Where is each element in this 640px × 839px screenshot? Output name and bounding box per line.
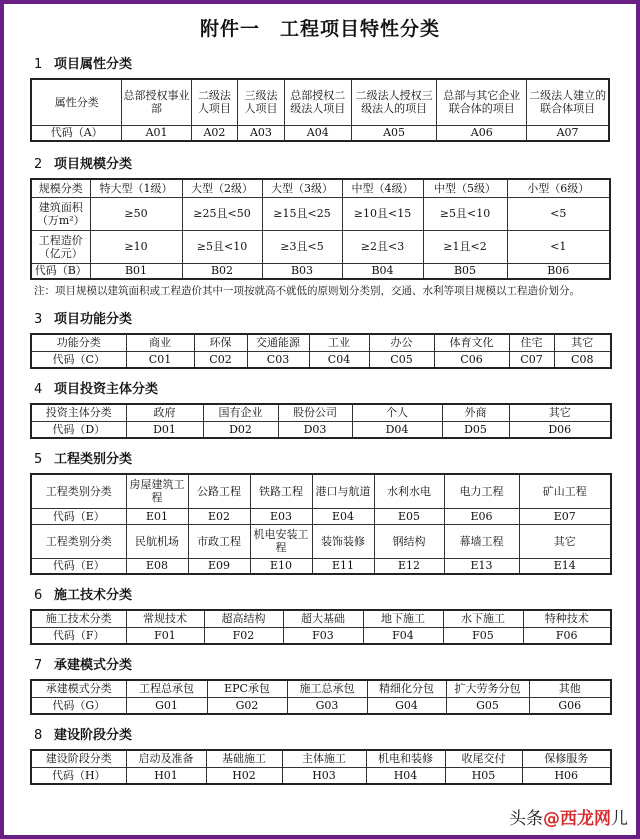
table-cell: 民航机场 <box>126 524 188 558</box>
section-title: 施工技术分类 <box>54 588 133 603</box>
row-header-cell: 规模分类 <box>31 179 90 197</box>
table-cell: E14 <box>519 558 611 574</box>
table-cell: 水下施工 <box>443 610 523 627</box>
section-number: 6 <box>34 588 43 603</box>
section-number: 1 <box>34 57 43 72</box>
row-header-cell: 施工技术分类 <box>31 610 126 627</box>
table-cell: G01 <box>126 697 207 714</box>
table-cell: E02 <box>188 508 250 524</box>
table-row <box>31 125 609 141</box>
section-number: 3 <box>34 312 43 327</box>
table-cell: 钢结构 <box>374 524 444 558</box>
table-cell: 商业 <box>126 334 194 351</box>
row-header-cell: 代码（D） <box>31 421 126 438</box>
table-row <box>31 558 611 574</box>
table-cell: E08 <box>126 558 188 574</box>
table-cell: ≥5且<10 <box>423 197 507 230</box>
section-heading <box>34 156 636 174</box>
table-cell: H04 <box>366 767 445 784</box>
table-cell: H05 <box>445 767 522 784</box>
table-cell: 特大型（1级） <box>90 179 182 197</box>
table-cell: 启动及准备 <box>126 750 206 767</box>
table-cell: D03 <box>278 421 352 438</box>
table-cell: 常规技术 <box>126 610 204 627</box>
table-cell: 总部与其它企业联合体的项目 <box>437 79 527 125</box>
table-cell: C01 <box>126 351 194 368</box>
table-cell: 特种技术 <box>523 610 611 627</box>
row-header-cell: 代码（H） <box>31 767 126 784</box>
table-cell: ≥3且<5 <box>262 230 342 263</box>
table-cell: 三级法人项目 <box>238 79 285 125</box>
watermark <box>507 804 630 829</box>
table-cell: G03 <box>287 697 367 714</box>
table-cell: D06 <box>509 421 611 438</box>
table-cell: A01 <box>122 125 191 141</box>
section-number: 7 <box>34 658 43 673</box>
table-cell: 保修服务 <box>522 750 611 767</box>
table-row <box>31 750 611 767</box>
table-cell: ≥1且<2 <box>423 230 507 263</box>
table-cell: E06 <box>444 508 519 524</box>
table-row <box>31 230 610 263</box>
section-heading <box>34 451 636 469</box>
table-cell: 外商 <box>442 404 509 421</box>
table-cell: C07 <box>509 351 554 368</box>
classification-table <box>30 78 610 142</box>
table-cell: 地下施工 <box>363 610 443 627</box>
table-cell: 二级法人授权三级法人的项目 <box>351 79 437 125</box>
table-cell: A07 <box>527 125 609 141</box>
table-cell: B06 <box>507 263 610 279</box>
table-cell: 公路工程 <box>188 474 250 508</box>
table-cell: B02 <box>182 263 262 279</box>
table-cell: 政府 <box>126 404 203 421</box>
table-cell: 其它 <box>554 334 611 351</box>
table-row <box>31 179 610 197</box>
row-header-cell: 代码（A） <box>31 125 122 141</box>
table-cell: 住宅 <box>509 334 554 351</box>
table-row <box>31 334 611 351</box>
section-title: 承建模式分类 <box>54 658 133 673</box>
table-cell: G05 <box>446 697 529 714</box>
table-row <box>31 197 610 230</box>
table-cell: 个人 <box>352 404 442 421</box>
table-cell: F02 <box>204 627 283 644</box>
table-cell: 总部授权事业部 <box>122 79 191 125</box>
classification-table <box>30 333 612 369</box>
table-row <box>31 610 611 627</box>
table-cell: ≥10 <box>90 230 182 263</box>
table-cell: 铁路工程 <box>250 474 312 508</box>
table-cell: 其他 <box>529 680 611 697</box>
row-header-cell: 投资主体分类 <box>31 404 126 421</box>
table-row <box>31 508 611 524</box>
table-cell: 施工总承包 <box>287 680 367 697</box>
table-row <box>31 263 610 279</box>
table-cell: E11 <box>312 558 374 574</box>
table-cell: 大型（3级） <box>262 179 342 197</box>
table-cell: 环保 <box>194 334 247 351</box>
table-cell: 其它 <box>519 524 611 558</box>
table-row <box>31 767 611 784</box>
section-heading <box>34 727 636 745</box>
table-cell: F04 <box>363 627 443 644</box>
table-cell: D04 <box>352 421 442 438</box>
table-cell: E04 <box>312 508 374 524</box>
table-cell: 工业 <box>309 334 369 351</box>
table-cell: 机电安装工程 <box>250 524 312 558</box>
classification-table <box>30 609 612 645</box>
table-cell: E13 <box>444 558 519 574</box>
row-header-cell: 工程造价（亿元） <box>31 230 90 263</box>
table-cell: 精细化分包 <box>367 680 446 697</box>
table-row <box>31 351 611 368</box>
table-cell: 其它 <box>509 404 611 421</box>
section-title: 项目规模分类 <box>54 157 133 172</box>
classification-table <box>30 473 612 575</box>
table-row <box>31 404 611 421</box>
table-cell: D01 <box>126 421 203 438</box>
document-page <box>4 4 636 835</box>
table-cell: E09 <box>188 558 250 574</box>
table-cell: C05 <box>369 351 434 368</box>
table-cell: 大型（2级） <box>182 179 262 197</box>
table-cell: B01 <box>90 263 182 279</box>
row-header-cell: 代码（E） <box>31 508 126 524</box>
row-header-cell: 代码（B） <box>31 263 90 279</box>
table-row <box>31 697 611 714</box>
section-number: 2 <box>34 157 43 172</box>
table-cell: B03 <box>262 263 342 279</box>
table-cell: H01 <box>126 767 206 784</box>
table-cell: <5 <box>507 197 610 230</box>
table-row <box>31 627 611 644</box>
table-cell: ≥50 <box>90 197 182 230</box>
row-header-cell: 建筑面积（万m²） <box>31 197 90 230</box>
section-heading <box>34 311 636 329</box>
table-cell: A06 <box>437 125 527 141</box>
table-row <box>31 524 611 558</box>
table-cell: ≥25且<50 <box>182 197 262 230</box>
classification-table <box>30 749 612 785</box>
table-cell: F06 <box>523 627 611 644</box>
table-cell: 总部授权二级法人项目 <box>284 79 351 125</box>
table-cell: B04 <box>342 263 423 279</box>
table-cell: 基础施工 <box>206 750 282 767</box>
classification-table <box>30 679 612 715</box>
table-cell: 交通能源 <box>247 334 309 351</box>
table-cell: 扩大劳务分包 <box>446 680 529 697</box>
table-cell: 机电和装修 <box>366 750 445 767</box>
table-cell: A04 <box>284 125 351 141</box>
table-cell: E03 <box>250 508 312 524</box>
table-cell: 港口与航道 <box>312 474 374 508</box>
table-cell: 二级法人建立的联合体项目 <box>527 79 609 125</box>
table-cell: F01 <box>126 627 204 644</box>
section-heading <box>34 56 636 74</box>
section-number: 5 <box>34 452 43 467</box>
table-cell: C06 <box>434 351 509 368</box>
table-cell: 房屋建筑工程 <box>126 474 188 508</box>
table-cell: ≥2且<3 <box>342 230 423 263</box>
table-row <box>31 680 611 697</box>
row-header-cell: 建设阶段分类 <box>31 750 126 767</box>
classification-table <box>30 403 612 439</box>
table-cell: G06 <box>529 697 611 714</box>
table-row <box>31 421 611 438</box>
table-cell: H02 <box>206 767 282 784</box>
section-heading <box>34 381 636 399</box>
table-cell: 超大基础 <box>283 610 363 627</box>
table-cell: 市政工程 <box>188 524 250 558</box>
table-cell: D05 <box>442 421 509 438</box>
section-heading <box>34 587 636 605</box>
row-header-cell: 功能分类 <box>31 334 126 351</box>
table-cell: 幕墙工程 <box>444 524 519 558</box>
table-cell: <1 <box>507 230 610 263</box>
table-cell: 工程总承包 <box>126 680 207 697</box>
section-heading <box>34 657 636 675</box>
table-cell: ≥5且<10 <box>182 230 262 263</box>
row-header-cell: 代码（E） <box>31 558 126 574</box>
table-cell: 中型（4级） <box>342 179 423 197</box>
table-cell: 小型（6级） <box>507 179 610 197</box>
table-cell: C03 <box>247 351 309 368</box>
table-cell: 体育文化 <box>434 334 509 351</box>
row-header-cell: 代码（F） <box>31 627 126 644</box>
table-cell: 股份公司 <box>278 404 352 421</box>
row-header-cell: 承建模式分类 <box>31 680 126 697</box>
table-cell: 中型（5级） <box>423 179 507 197</box>
table-cell: 主体施工 <box>282 750 366 767</box>
table-note: 注：项目规模以建筑面积或工程造价其中一项按就高不就低的原则划分类别，交通、水利等项目规模以工程造价划分。 <box>34 285 580 297</box>
table-cell: E12 <box>374 558 444 574</box>
table-cell: B05 <box>423 263 507 279</box>
table-cell: F03 <box>283 627 363 644</box>
section-title: 项目功能分类 <box>54 312 133 327</box>
row-header-cell: 工程类别分类 <box>31 474 126 508</box>
table-cell: 收尾交付 <box>445 750 522 767</box>
table-cell: 水利水电 <box>374 474 444 508</box>
row-header-cell: 属性分类 <box>31 79 122 125</box>
table-cell: 办公 <box>369 334 434 351</box>
document-title: 附件一 工程项目特性分类 <box>199 18 440 40</box>
table-cell: 装饰装修 <box>312 524 374 558</box>
table-cell: A03 <box>238 125 285 141</box>
table-cell: G02 <box>207 697 287 714</box>
watermark-brand: @西龙网 <box>543 809 611 829</box>
table-cell: 矿山工程 <box>519 474 611 508</box>
section-title: 工程类别分类 <box>54 452 133 467</box>
table-cell: 国有企业 <box>203 404 278 421</box>
table-row <box>31 474 611 508</box>
row-header-cell: 代码（C） <box>31 351 126 368</box>
table-cell: EPC承包 <box>207 680 287 697</box>
table-cell: C08 <box>554 351 611 368</box>
watermark-suffix: 儿 <box>611 809 628 829</box>
table-cell: A02 <box>191 125 238 141</box>
classification-table <box>30 178 611 280</box>
watermark-prefix: 头条 <box>509 809 543 829</box>
table-row <box>31 79 609 125</box>
table-cell: 电力工程 <box>444 474 519 508</box>
row-header-cell: 代码（G） <box>31 697 126 714</box>
table-cell: F05 <box>443 627 523 644</box>
table-cell: 二级法人项目 <box>191 79 238 125</box>
table-cell: ≥15且<25 <box>262 197 342 230</box>
section-title: 项目投资主体分类 <box>54 382 159 397</box>
table-cell: C02 <box>194 351 247 368</box>
table-cell: H06 <box>522 767 611 784</box>
section-number: 8 <box>34 728 43 743</box>
section-number: 4 <box>34 382 43 397</box>
row-header-cell: 工程类别分类 <box>31 524 126 558</box>
table-cell: A05 <box>351 125 437 141</box>
table-cell: ≥10且<15 <box>342 197 423 230</box>
table-cell: E01 <box>126 508 188 524</box>
table-cell: G04 <box>367 697 446 714</box>
table-cell: E07 <box>519 508 611 524</box>
table-cell: 超高结构 <box>204 610 283 627</box>
section-title: 项目属性分类 <box>54 57 133 72</box>
table-cell: D02 <box>203 421 278 438</box>
section-title: 建设阶段分类 <box>54 728 133 743</box>
table-cell: E05 <box>374 508 444 524</box>
table-cell: E10 <box>250 558 312 574</box>
table-cell: C04 <box>309 351 369 368</box>
document-content <box>4 56 636 785</box>
table-cell: H03 <box>282 767 366 784</box>
